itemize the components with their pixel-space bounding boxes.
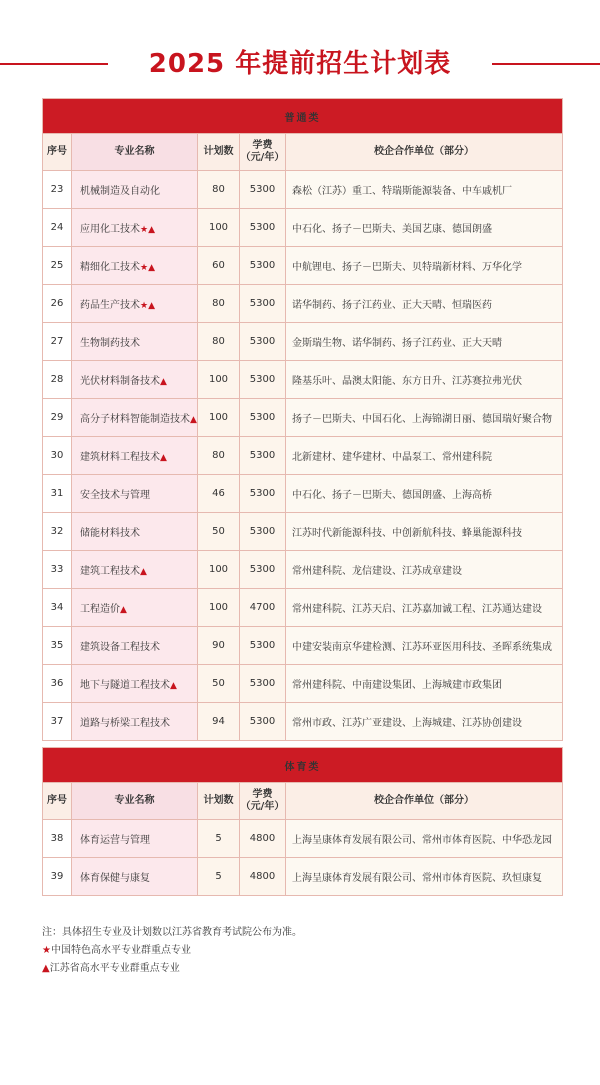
plan-count: 50 xyxy=(198,513,240,551)
partner-companies: 中石化、扬子－巴斯夫、美国艺康、德国朗盛 xyxy=(286,209,563,247)
partner-companies: 上海呈康体育发展有限公司、常州市体育医院、玖恒康复 xyxy=(286,858,563,896)
tuition-fee: 5300 xyxy=(240,399,286,437)
tuition-fee: 5300 xyxy=(240,703,286,741)
plan-count: 5 xyxy=(198,820,240,858)
section-title: 体育类 xyxy=(43,748,563,783)
partner-companies: 中航锂电、扬子－巴斯夫、贝特瑞新材料、万华化学 xyxy=(286,247,563,285)
row-number: 36 xyxy=(43,665,72,703)
tuition-fee: 5300 xyxy=(240,247,286,285)
col-header-no: 序号 xyxy=(43,134,72,171)
partner-companies: 常州建科院、中南建设集团、上海城建市政集团 xyxy=(286,665,563,703)
key-major-marks: ★▲ xyxy=(140,225,155,235)
major-name: 安全技术与管理 xyxy=(80,490,150,501)
sports-plan-table xyxy=(42,747,563,896)
major-name: 应用化工技术 xyxy=(80,224,140,235)
plan-count: 80 xyxy=(198,323,240,361)
key-major-marks: ▲ xyxy=(140,567,147,577)
major-name: 机械制造及自动化 xyxy=(80,186,160,197)
major-name-cell xyxy=(72,209,198,247)
major-name-cell xyxy=(72,513,198,551)
table-row xyxy=(43,627,563,665)
note-star xyxy=(42,942,562,960)
partner-companies: 隆基乐叶、晶澳太阳能、东方日升、江苏赛拉弗光伏 xyxy=(286,361,563,399)
major-name: 工程造价 xyxy=(80,604,120,615)
section-header-row xyxy=(43,748,563,783)
table-row xyxy=(43,399,563,437)
partner-companies: 上海呈康体育发展有限公司、常州市体育医院、中华恐龙园 xyxy=(286,820,563,858)
major-name-cell xyxy=(72,665,198,703)
tuition-fee: 5300 xyxy=(240,361,286,399)
section-title: 普通类 xyxy=(43,99,563,134)
col-header-major: 专业名称 xyxy=(72,783,198,820)
plan-count: 90 xyxy=(198,627,240,665)
major-name: 药品生产技术 xyxy=(80,300,140,311)
col-header-fee-line2: （元/年） xyxy=(240,801,285,812)
major-name: 建筑工程技术 xyxy=(80,566,140,577)
major-name-cell xyxy=(72,361,198,399)
row-number: 37 xyxy=(43,703,72,741)
partner-companies: 中建安装南京华建检测、江苏环亚医用科技、圣晖系统集成 xyxy=(286,627,563,665)
col-header-fee-line1: 学费 xyxy=(252,789,273,800)
plan-count: 100 xyxy=(198,209,240,247)
table-row xyxy=(43,171,563,209)
plan-count: 94 xyxy=(198,703,240,741)
plan-count: 5 xyxy=(198,858,240,896)
tuition-fee: 5300 xyxy=(240,551,286,589)
major-name: 体育运营与管理 xyxy=(80,835,150,846)
tuition-fee: 4700 xyxy=(240,589,286,627)
tuition-fee: 5300 xyxy=(240,513,286,551)
col-header-partners: 校企合作单位（部分） xyxy=(286,134,563,171)
table-row xyxy=(43,551,563,589)
table-row xyxy=(43,858,563,896)
page-title: 2025 年提前招生计划表 xyxy=(148,49,452,79)
key-major-marks: ★▲ xyxy=(140,301,155,311)
row-number: 29 xyxy=(43,399,72,437)
row-number: 32 xyxy=(43,513,72,551)
general-plan-table xyxy=(42,98,563,741)
partner-companies: 常州建科院、江苏天启、江苏嘉加诚工程、江苏通达建设 xyxy=(286,589,563,627)
major-name: 道路与桥梁工程技术 xyxy=(80,718,170,729)
major-name: 生物制药技术 xyxy=(80,338,140,349)
table-row xyxy=(43,209,563,247)
tuition-fee: 5300 xyxy=(240,665,286,703)
tuition-fee: 5300 xyxy=(240,285,286,323)
row-number: 25 xyxy=(43,247,72,285)
major-name-cell xyxy=(72,820,198,858)
star-symbol: ★ xyxy=(42,945,51,956)
note-triangle-text: 江苏省高水平专业群重点专业 xyxy=(49,963,180,974)
table-row xyxy=(43,703,563,741)
partner-companies: 中石化、扬子－巴斯夫、德国朗盛、上海高桥 xyxy=(286,475,563,513)
row-number: 31 xyxy=(43,475,72,513)
major-name-cell xyxy=(72,551,198,589)
plan-count: 80 xyxy=(198,437,240,475)
row-number: 35 xyxy=(43,627,72,665)
row-number: 34 xyxy=(43,589,72,627)
major-name-cell xyxy=(72,627,198,665)
page-header xyxy=(0,46,600,86)
partner-companies: 诺华制药、扬子江药业、正大天晴、恒瑞医药 xyxy=(286,285,563,323)
major-name: 体育保健与康复 xyxy=(80,873,150,884)
key-major-marks: ★▲ xyxy=(140,263,155,273)
plan-count: 100 xyxy=(198,399,240,437)
major-name: 建筑材料工程技术 xyxy=(80,452,160,463)
tuition-fee: 5300 xyxy=(240,209,286,247)
row-number: 27 xyxy=(43,323,72,361)
tuition-fee: 5300 xyxy=(240,627,286,665)
plan-count: 50 xyxy=(198,665,240,703)
major-name: 光伏材料制备技术 xyxy=(80,376,160,387)
partner-companies: 常州建科院、龙信建设、江苏成章建设 xyxy=(286,551,563,589)
row-number: 26 xyxy=(43,285,72,323)
tuition-fee: 5300 xyxy=(240,171,286,209)
major-name: 高分子材料智能制造技术 xyxy=(80,414,190,425)
col-header-count: 计划数 xyxy=(198,783,240,820)
major-name-cell xyxy=(72,589,198,627)
table-row xyxy=(43,437,563,475)
row-number: 30 xyxy=(43,437,72,475)
major-name-cell xyxy=(72,285,198,323)
plan-count: 100 xyxy=(198,361,240,399)
column-header-row xyxy=(43,783,563,820)
partner-companies: 森松（江苏）重工、特瑞斯能源装备、中车戚机厂 xyxy=(286,171,563,209)
tuition-fee: 5300 xyxy=(240,323,286,361)
table-row xyxy=(43,361,563,399)
partner-companies: 江苏时代新能源科技、中创新航科技、蜂巢能源科技 xyxy=(286,513,563,551)
row-number: 23 xyxy=(43,171,72,209)
col-header-fee xyxy=(240,783,286,820)
note-triangle xyxy=(42,960,562,978)
title-rule-right xyxy=(492,63,600,65)
major-name: 储能材料技术 xyxy=(80,528,140,539)
plan-count: 60 xyxy=(198,247,240,285)
partner-companies: 常州市政、江苏广亚建设、上海城建、江苏协创建设 xyxy=(286,703,563,741)
major-name-cell xyxy=(72,323,198,361)
table-row xyxy=(43,589,563,627)
key-major-marks: ▲ xyxy=(160,377,167,387)
major-name-cell xyxy=(72,399,198,437)
major-name-cell xyxy=(72,858,198,896)
major-name-cell xyxy=(72,171,198,209)
col-header-partners: 校企合作单位（部分） xyxy=(286,783,563,820)
column-header-row xyxy=(43,134,563,171)
col-header-major: 专业名称 xyxy=(72,134,198,171)
partner-companies: 金斯瑞生物、诺华制药、扬子江药业、正大天晴 xyxy=(286,323,563,361)
major-name: 地下与隧道工程技术 xyxy=(80,680,170,691)
partner-companies: 扬子－巴斯夫、中国石化、上海锦湖日丽、德国瑞好聚合物 xyxy=(286,399,563,437)
row-number: 38 xyxy=(43,820,72,858)
tuition-fee: 4800 xyxy=(240,820,286,858)
triangle-symbol: ▲ xyxy=(42,963,50,974)
row-number: 24 xyxy=(43,209,72,247)
plan-count: 100 xyxy=(198,551,240,589)
footnotes xyxy=(42,924,562,978)
col-header-fee xyxy=(240,134,286,171)
table-row xyxy=(43,820,563,858)
major-name-cell xyxy=(72,475,198,513)
major-name-cell xyxy=(72,703,198,741)
table-row xyxy=(43,513,563,551)
major-name-cell xyxy=(72,247,198,285)
title-rule-left xyxy=(0,63,108,65)
tuition-fee: 4800 xyxy=(240,858,286,896)
key-major-marks: ▲ xyxy=(120,605,127,615)
key-major-marks: ▲ xyxy=(160,453,167,463)
partner-companies: 北新建材、建华建材、中晶泵工、常州建科院 xyxy=(286,437,563,475)
row-number: 33 xyxy=(43,551,72,589)
section-header-row xyxy=(43,99,563,134)
key-major-marks: ▲ xyxy=(170,681,177,691)
table-row xyxy=(43,665,563,703)
major-name: 建筑设备工程技术 xyxy=(80,642,160,653)
note-star-text: 中国特色高水平专业群重点专业 xyxy=(50,945,191,956)
plan-count: 46 xyxy=(198,475,240,513)
table-row xyxy=(43,247,563,285)
table-row xyxy=(43,475,563,513)
plan-count: 80 xyxy=(198,171,240,209)
row-number: 39 xyxy=(43,858,72,896)
major-name-cell xyxy=(72,437,198,475)
col-header-fee-line1: 学费 xyxy=(252,140,273,151)
key-major-marks: ▲ xyxy=(190,415,197,425)
note-main: 注：具体招生专业及计划数以江苏省教育考试院公布为准。 xyxy=(42,927,302,938)
tuition-fee: 5300 xyxy=(240,475,286,513)
tuition-fee: 5300 xyxy=(240,437,286,475)
row-number: 28 xyxy=(43,361,72,399)
plan-count: 80 xyxy=(198,285,240,323)
col-header-count: 计划数 xyxy=(198,134,240,171)
major-name: 精细化工技术 xyxy=(80,262,140,273)
col-header-fee-line2: （元/年） xyxy=(240,152,285,163)
plan-count: 100 xyxy=(198,589,240,627)
col-header-no: 序号 xyxy=(43,783,72,820)
table-row xyxy=(43,323,563,361)
table-row xyxy=(43,285,563,323)
